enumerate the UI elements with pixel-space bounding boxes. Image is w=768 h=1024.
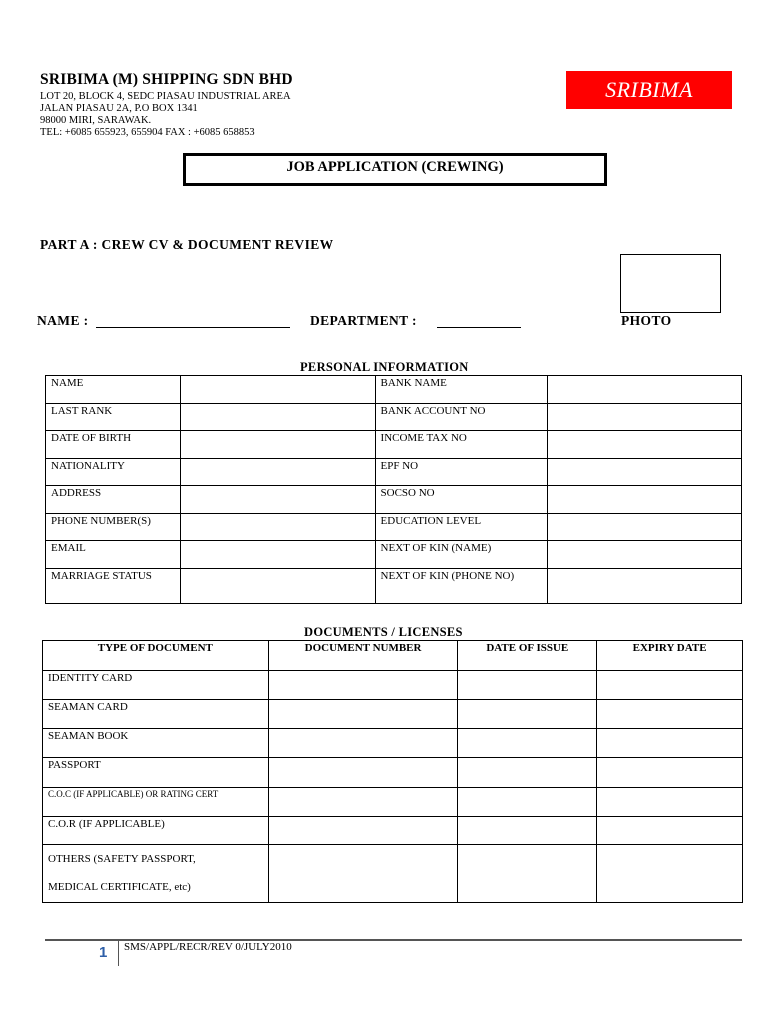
table-row xyxy=(46,403,742,431)
field-label: LAST RANK xyxy=(46,403,181,431)
column-header: DATE OF ISSUE xyxy=(458,641,597,671)
document-code: SMS/APPL/RECR/REV 0/JULY2010 xyxy=(124,941,292,953)
table-row xyxy=(43,788,743,817)
table-row xyxy=(46,376,742,404)
field-value[interactable] xyxy=(180,541,375,569)
field-label: EPF NO xyxy=(375,458,548,486)
document-type: IDENTITY CARD xyxy=(43,671,269,700)
photo-label: PHOTO xyxy=(621,313,672,328)
footer-separator xyxy=(118,940,119,966)
table-row xyxy=(46,513,742,541)
expiry-date-cell[interactable] xyxy=(597,817,743,845)
field-label: ADDRESS xyxy=(46,486,181,514)
table-row xyxy=(46,486,742,514)
table-row xyxy=(43,729,743,758)
expiry-date-cell[interactable] xyxy=(597,845,743,903)
field-label: DATE OF BIRTH xyxy=(46,431,181,459)
name-label: NAME : xyxy=(37,313,89,328)
document-number-cell[interactable] xyxy=(268,729,458,758)
expiry-date-cell[interactable] xyxy=(597,758,743,788)
table-row xyxy=(43,845,743,903)
department-label: DEPARTMENT : xyxy=(310,313,417,328)
field-label: MARRIAGE STATUS xyxy=(46,568,181,603)
documents-title: DOCUMENTS / LICENSES xyxy=(304,625,463,639)
document-type: SEAMAN CARD xyxy=(43,700,269,729)
table-header-row xyxy=(43,641,743,671)
document-number-cell[interactable] xyxy=(268,845,458,903)
date-of-issue-cell[interactable] xyxy=(458,845,597,903)
document-type: C.O.C (IF APPLICABLE) OR RATING CERT xyxy=(43,788,269,817)
field-value[interactable] xyxy=(548,568,742,603)
field-value[interactable] xyxy=(548,541,742,569)
date-of-issue-cell[interactable] xyxy=(458,758,597,788)
company-address-line: JALAN PIASAU 2A, P.O BOX 1341 xyxy=(40,103,198,114)
field-label: NEXT OF KIN (NAME) xyxy=(375,541,548,569)
table-row xyxy=(46,431,742,459)
company-contact-line: TEL: +6085 655923, 655904 FAX : +6085 658853 xyxy=(40,127,255,138)
field-label: INCOME TAX NO xyxy=(375,431,548,459)
others-line: OTHERS (SAFETY PASSPORT, xyxy=(48,853,196,865)
field-value[interactable] xyxy=(548,486,742,514)
page-number: 1 xyxy=(99,944,108,961)
table-row xyxy=(43,700,743,729)
document-number-cell[interactable] xyxy=(268,788,458,817)
field-value[interactable] xyxy=(548,513,742,541)
company-address-line: 98000 MIRI, SARAWAK. xyxy=(40,115,152,126)
company-name: SRIBIMA (M) SHIPPING SDN BHD xyxy=(40,71,293,88)
photo-box[interactable] xyxy=(620,254,721,313)
form-title: JOB APPLICATION (CREWING) xyxy=(183,153,607,186)
field-label: PHONE NUMBER(S) xyxy=(46,513,181,541)
date-of-issue-cell[interactable] xyxy=(458,671,597,700)
document-type: C.O.R (IF APPLICABLE) xyxy=(43,817,269,845)
company-logo xyxy=(566,71,732,109)
field-value[interactable] xyxy=(180,568,375,603)
part-a-heading: PART A : CREW CV & DOCUMENT REVIEW xyxy=(40,237,334,252)
document-type: SEAMAN BOOK xyxy=(43,729,269,758)
field-value[interactable] xyxy=(180,431,375,459)
field-value[interactable] xyxy=(548,431,742,459)
field-label: BANK NAME xyxy=(375,376,548,404)
date-of-issue-cell[interactable] xyxy=(458,729,597,758)
personal-info-table xyxy=(45,375,742,604)
table-row xyxy=(43,758,743,788)
field-label: BANK ACCOUNT NO xyxy=(375,403,548,431)
expiry-date-cell[interactable] xyxy=(597,700,743,729)
others-line: MEDICAL CERTIFICATE, etc) xyxy=(48,881,191,893)
expiry-date-cell[interactable] xyxy=(597,788,743,817)
company-address-line: LOT 20, BLOCK 4, SEDC PIASAU INDUSTRIAL AREA xyxy=(40,91,291,102)
logo-text: SRIBIMA xyxy=(605,77,693,102)
expiry-date-cell[interactable] xyxy=(597,729,743,758)
field-label: NATIONALITY xyxy=(46,458,181,486)
table-row xyxy=(43,671,743,700)
field-value[interactable] xyxy=(180,403,375,431)
field-label: EMAIL xyxy=(46,541,181,569)
date-of-issue-cell[interactable] xyxy=(458,817,597,845)
documents-table xyxy=(42,640,743,903)
department-field[interactable] xyxy=(437,327,521,328)
document-type: PASSPORT xyxy=(43,758,269,788)
document-number-cell[interactable] xyxy=(268,700,458,729)
field-label: NEXT OF KIN (PHONE NO) xyxy=(375,568,548,603)
table-row xyxy=(46,541,742,569)
field-value[interactable] xyxy=(548,403,742,431)
date-of-issue-cell[interactable] xyxy=(458,788,597,817)
field-label: NAME xyxy=(46,376,181,404)
field-value[interactable] xyxy=(180,513,375,541)
expiry-date-cell[interactable] xyxy=(597,671,743,700)
name-field[interactable] xyxy=(96,327,290,328)
column-header: DOCUMENT NUMBER xyxy=(268,641,458,671)
field-label: SOCSO NO xyxy=(375,486,548,514)
field-value[interactable] xyxy=(180,376,375,404)
column-header: TYPE OF DOCUMENT xyxy=(43,641,269,671)
column-header: EXPIRY DATE xyxy=(597,641,743,671)
document-number-cell[interactable] xyxy=(268,817,458,845)
field-label: EDUCATION LEVEL xyxy=(375,513,548,541)
date-of-issue-cell[interactable] xyxy=(458,700,597,729)
document-number-cell[interactable] xyxy=(268,758,458,788)
field-value[interactable] xyxy=(180,486,375,514)
field-value[interactable] xyxy=(548,458,742,486)
personal-info-title: PERSONAL INFORMATION xyxy=(300,360,469,374)
table-row xyxy=(46,568,742,603)
field-value[interactable] xyxy=(548,376,742,404)
document-type xyxy=(43,845,269,903)
table-row xyxy=(46,458,742,486)
document-number-cell[interactable] xyxy=(268,671,458,700)
table-row xyxy=(43,817,743,845)
field-value[interactable] xyxy=(180,458,375,486)
